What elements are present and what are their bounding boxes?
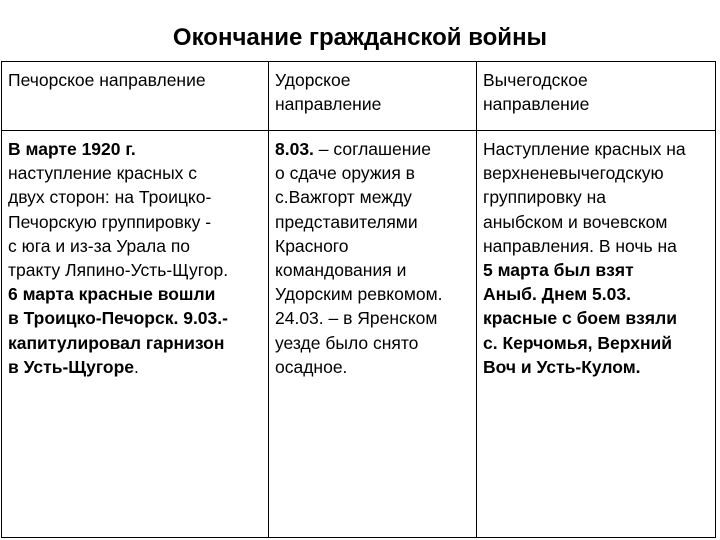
table-body-row [2,131,716,538]
text-line: уезде было снято [275,332,419,353]
text-line: группировку на [483,187,607,208]
header-udora [269,62,477,131]
text-line: наступление красных с [8,163,198,184]
text-line: красные с боем взяли [483,308,677,329]
text-line: 24.03. – в Яренском [275,308,438,329]
text-line: с. Керчомья, Верхний [483,332,673,353]
text-line: с.Важгорт между [275,187,412,208]
text-line: Наступление красных на [483,139,686,159]
header-vychegda [477,62,716,131]
text-bold-part: 8.03. [275,139,314,159]
text-part: – соглашение [313,139,431,159]
page-title: Окончание гражданской войны [172,24,548,51]
text-part: . [134,356,139,377]
text-line: представителями [275,211,418,232]
cell-pechora [2,131,269,538]
text-line: Печорскую группировку - [8,211,212,232]
cell-udora [269,131,477,538]
header-udora-text: Удорское направление [275,70,382,115]
text-line [275,137,476,161]
header-pechora [2,62,269,131]
text-line: осадное. [275,356,348,377]
text-line: аныбском и вочевском [483,211,668,232]
text-line: командования и [275,260,407,281]
text-line: 5 марта был взят [483,260,634,281]
text-line: капитулировал гарнизон [8,332,225,353]
text-line: Воч и Усть-Кулом. [483,356,641,377]
text-line: В марте 1920 г. [8,139,136,159]
text-bold-part: в Усть-Щугоре [8,356,135,377]
text-line: с юга и из-за Урала по [8,235,191,256]
text-line: двух сторон: на Троицко- [8,187,212,208]
cell-vychegda [477,131,716,538]
header-pechora-text: Печорское направление [8,70,206,90]
text-line: Аныб. Днем 5.03. [483,284,631,305]
text-line: тракту Ляпино-Усть-Щугор. [8,260,229,281]
directions-table [1,61,716,538]
text-line: 6 марта красные вошли [8,284,216,305]
text-line: направления. В ночь на [483,235,677,256]
text-line: Красного [275,235,349,256]
text-line: Удорским ревкомом. [275,284,443,305]
header-vychegda-text: Вычегодское направление [483,70,590,115]
table-header-row [2,62,716,131]
text-line: верхненевычегодскую [483,163,664,184]
text-line: о сдаче оружия в [275,163,415,184]
text-line: в Троицко-Печорск. 9.03.- [8,308,228,329]
text-line [8,355,268,379]
